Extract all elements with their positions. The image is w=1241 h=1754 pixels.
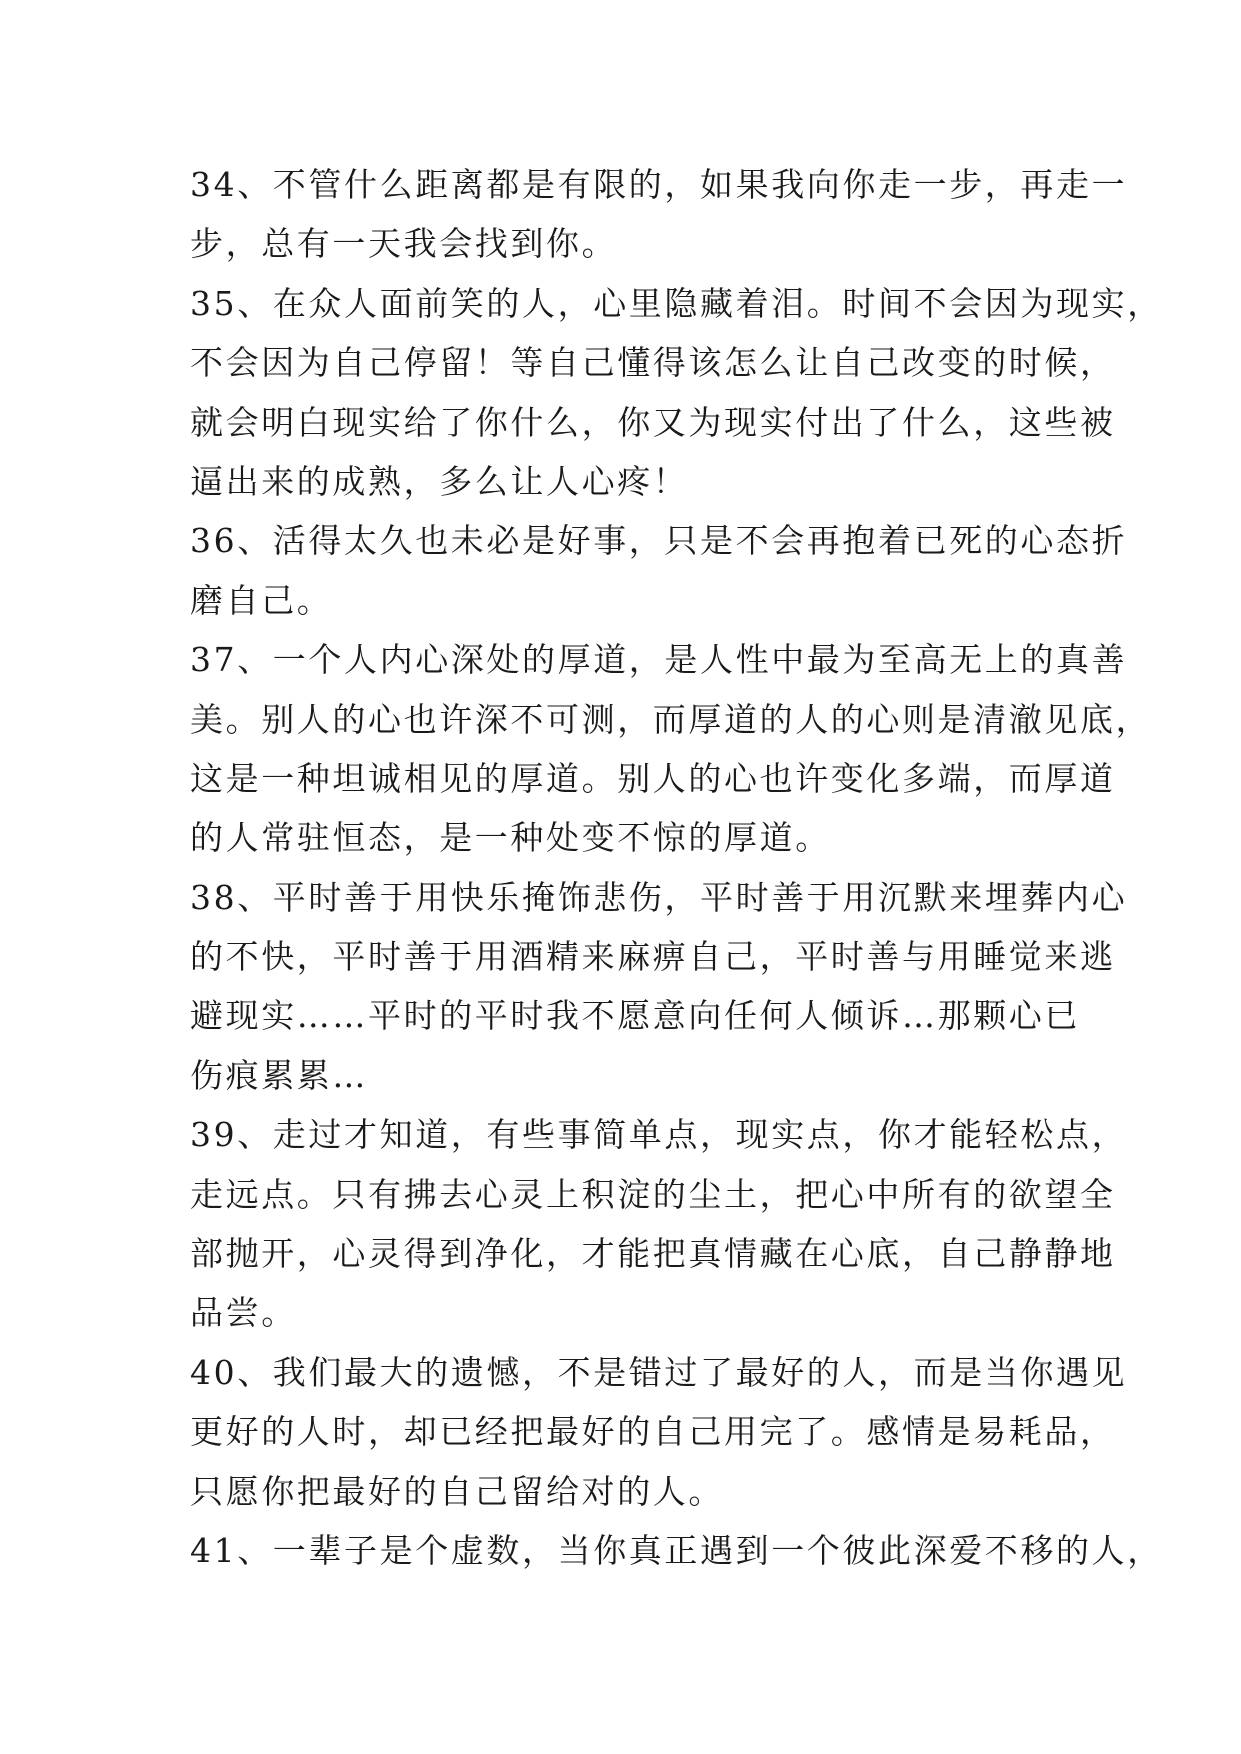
text-line: 35、在众人面前笑的人，心里隐藏着泪。时间不会因为现实， bbox=[190, 283, 1163, 323]
text-line: 的人常驻恒态，是一种处变不惊的厚道。 bbox=[190, 818, 831, 858]
text-line: 伤痕累累… bbox=[190, 1055, 368, 1095]
text-line: 逼出来的成熟，多么让人心疼！ bbox=[190, 461, 689, 501]
text-line: 39、走过才知道，有些事简单点，现实点，你才能轻松点， bbox=[190, 1115, 1128, 1155]
paragraph-40 bbox=[190, 1343, 1128, 1521]
text-line: 品尝。 bbox=[190, 1293, 297, 1333]
text-line: 不会因为自己停留！等自己懂得该怎么让自己改变的时候， bbox=[190, 343, 1116, 383]
text-line: 37、一个人内心深处的厚道，是人性中最为至高无上的真善 bbox=[190, 640, 1128, 680]
text-line: 就会明白现实给了你什么，你又为现实付出了什么，这些被 bbox=[190, 402, 1116, 442]
text-line: 磨自己。 bbox=[190, 580, 333, 620]
text-line: 部抛开，心灵得到净化，才能把真情藏在心底，自己静静地 bbox=[190, 1234, 1116, 1274]
text-line: 41、一辈子是个虚数，当你真正遇到一个彼此深爱不移的人， bbox=[190, 1530, 1163, 1570]
text-line: 步，总有一天我会找到你。 bbox=[190, 224, 618, 264]
text-line: 38、平时善于用快乐掩饰悲伤，平时善于用沉默来埋葬内心 bbox=[190, 877, 1128, 917]
text-line: 更好的人时，却已经把最好的自己用完了。感情是易耗品， bbox=[190, 1412, 1116, 1452]
paragraph-37 bbox=[190, 630, 1152, 868]
paragraph-41 bbox=[190, 1521, 1163, 1580]
text-line: 美。别人的心也许深不可测，而厚道的人的心则是清澈见底， bbox=[190, 699, 1152, 739]
text-line: 34、不管什么距离都是有限的，如果我向你走一步，再走一 bbox=[190, 165, 1128, 204]
text-line: 避现实……平时的平时我不愿意向任何人倾诉…那颗心已 bbox=[190, 996, 1080, 1036]
document-body bbox=[190, 155, 1163, 1580]
paragraph-36 bbox=[190, 511, 1128, 630]
paragraph-35 bbox=[190, 274, 1163, 512]
text-line: 只愿你把最好的自己留给对的人。 bbox=[190, 1471, 724, 1511]
text-line: 走远点。只有拂去心灵上积淀的尘土，把心中所有的欲望全 bbox=[190, 1174, 1116, 1214]
text-line: 36、活得太久也未必是好事，只是不会再抱着已死的心态折 bbox=[190, 521, 1128, 561]
text-line: 40、我们最大的遗憾，不是错过了最好的人，而是当你遇见 bbox=[190, 1352, 1128, 1392]
text-line: 这是一种坦诚相见的厚道。别人的心也许变化多端，而厚道 bbox=[190, 758, 1116, 798]
paragraph-34 bbox=[190, 155, 1128, 274]
paragraph-38 bbox=[190, 868, 1128, 1106]
text-line: 的不快，平时善于用酒精来麻痹自己，平时善与用睡觉来逃 bbox=[190, 937, 1116, 977]
paragraph-39 bbox=[190, 1105, 1128, 1343]
